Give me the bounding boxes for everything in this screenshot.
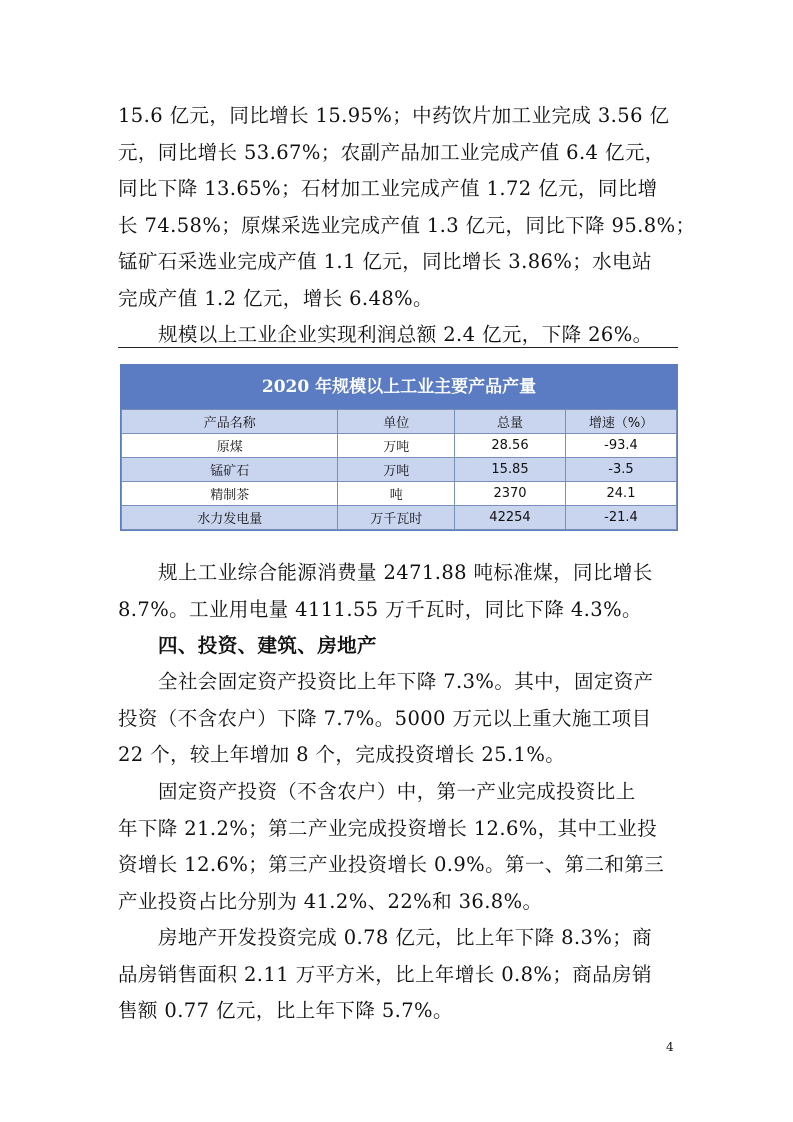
text-line: 全社会固定资产投资比上年下降 7.3%。其中，固定资产 bbox=[158, 670, 654, 693]
product-table bbox=[121, 409, 677, 530]
text-line: 品房销售面积 2.11 万平方米，比上年增长 0.8%；商品房销 bbox=[118, 962, 652, 986]
text-line: 资增长 12.6%；第三产业投资增长 0.9%。第一、第二和第三 bbox=[118, 853, 665, 876]
table-row bbox=[122, 434, 677, 458]
cell-growth: 24.1 bbox=[565, 482, 676, 506]
paragraph-industry-output bbox=[118, 98, 696, 317]
text-line: 投资（不含农户）下降 7.7%。5000 万元以上重大施工项目 bbox=[118, 706, 652, 730]
cell-product: 原煤 bbox=[122, 434, 338, 458]
cell-total: 42254 bbox=[454, 506, 565, 530]
cell-growth: -3.5 bbox=[565, 458, 676, 482]
header-unit: 单位 bbox=[338, 410, 455, 434]
text-line: 元，同比增长 53.67%；农副产品加工业完成产值 6.4 亿元， bbox=[118, 140, 665, 164]
text-line: 产业投资占比分别为 41.2%、22%和 36.8%。 bbox=[118, 889, 543, 913]
product-output-table bbox=[120, 364, 678, 531]
paragraph-fixed-assets bbox=[118, 664, 678, 774]
paragraph-energy bbox=[118, 555, 678, 628]
table-row bbox=[122, 482, 677, 506]
cell-total: 2370 bbox=[454, 482, 565, 506]
page-number: 4 bbox=[666, 1040, 674, 1054]
text-line: 房地产开发投资完成 0.78 亿元，比上年下降 8.3%；商 bbox=[158, 926, 653, 949]
cell-total: 15.85 bbox=[454, 458, 565, 482]
cell-product: 水力发电量 bbox=[122, 506, 338, 530]
text-line: 15.6 亿元，同比增长 15.95%；中药饮片加工业完成 3.56 亿 bbox=[118, 104, 670, 127]
text-line: 规上工业综合能源消费量 2471.88 吨标准煤，同比增长 bbox=[158, 561, 653, 584]
cell-total: 28.56 bbox=[454, 434, 565, 458]
text-line: 规模以上工业企业实现利润总额 2.4 亿元，下降 26%。 bbox=[158, 323, 653, 346]
table-header-row bbox=[122, 410, 677, 434]
table-row bbox=[122, 458, 677, 482]
cell-growth: -21.4 bbox=[565, 506, 676, 530]
paragraph-profit bbox=[118, 317, 678, 354]
section-heading-investment bbox=[118, 628, 678, 665]
text-line: 完成产值 1.2 亿元，增长 6.48%。 bbox=[118, 286, 433, 310]
cell-unit: 万吨 bbox=[338, 458, 455, 482]
text-line: 同比下降 13.65%；石材加工业完成产值 1.72 亿元，同比增 bbox=[118, 177, 658, 200]
text-line: 锰矿石采选业完成产值 1.1 亿元，同比增长 3.86%；水电站 bbox=[118, 250, 652, 273]
text-line: 售额 0.77 亿元，比上年下降 5.7%。 bbox=[118, 999, 453, 1022]
table-row bbox=[122, 506, 677, 530]
cell-growth: -93.4 bbox=[565, 434, 676, 458]
header-product-name: 产品名称 bbox=[122, 410, 338, 434]
text-line: 22 个，较上年增加 8 个，完成投资增长 25.1%。 bbox=[118, 743, 566, 766]
text-line: 8.7%。工业用电量 4111.55 万千瓦时，同比下降 4.3%。 bbox=[118, 597, 642, 621]
text-line: 长 74.58%；原煤采选业完成产值 1.3 亿元，同比下降 95.8%； bbox=[118, 213, 696, 237]
header-total: 总量 bbox=[454, 410, 565, 434]
cell-product: 锰矿石 bbox=[122, 458, 338, 482]
paragraph-real-estate bbox=[118, 920, 678, 1030]
cell-unit: 万千瓦时 bbox=[338, 506, 455, 530]
section-heading: 四、投资、建筑、房地产 bbox=[158, 634, 377, 657]
header-growth: 增速（%） bbox=[565, 410, 676, 434]
divider-line bbox=[118, 347, 678, 348]
cell-unit: 万吨 bbox=[338, 434, 455, 458]
cell-product: 精制茶 bbox=[122, 482, 338, 506]
paragraph-industry-investment bbox=[118, 774, 678, 920]
table-title: 2020 年规模以上工业主要产品产量 bbox=[121, 365, 677, 409]
cell-unit: 吨 bbox=[338, 482, 455, 506]
text-line: 年下降 21.2%；第二产业完成投资增长 12.6%，其中工业投 bbox=[118, 816, 658, 840]
text-line: 固定资产投资（不含农户）中，第一产业完成投资比上 bbox=[158, 780, 636, 803]
